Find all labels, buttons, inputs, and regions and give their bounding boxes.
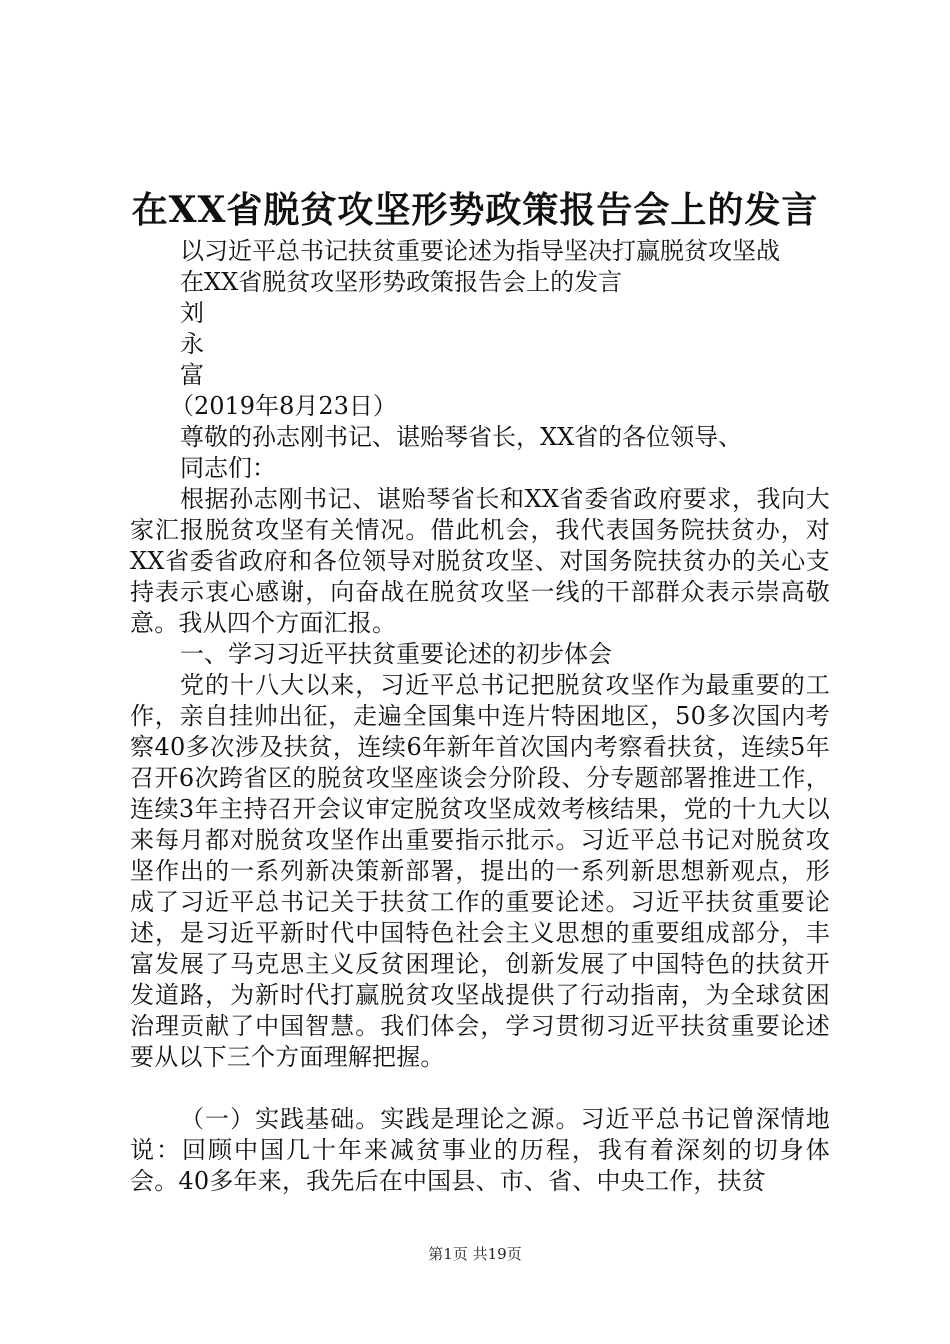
speech-date: （2019年8月23日） — [170, 392, 397, 420]
page-footer: 第1页 共19页 — [428, 1245, 522, 1263]
subtitle-line-2: 在XX省脱贫攻坚形势政策报告会上的发言 — [180, 268, 623, 296]
author-char-3: 富 — [180, 361, 204, 389]
paragraph-intro: 根据孙志刚书记、谌贻琴省长和XX省委省政府要求，我向大家汇报脱贫攻坚有关情况。借此机会，我代表国务院扶贫办，对XX省委省政府和各位领导对脱贫攻坚、对国务院扶贫办的关心支持表示衷心感谢，向奋战在脱贫攻坚一线的干部群众表示崇高敬意。我从四个方面汇报。 — [130, 485, 830, 637]
paragraph-section-1: 党的十八大以来，习近平总书记把脱贫攻坚作为最重要的工作，亲自挂帅出征，走遍全国集中连片特困地区，50多次国内考察40多次涉及扶贫，连续6年新年首次国内考察看扶贫，连续5年召开6次跨省区的脱贫攻坚座谈会分阶段、分专题部署推进工作，连续3年主持召开会议审定脱贫攻坚成效考核结果，党的十九大以来每月都对脱贫攻坚作出重要指示批示。习近平总书记对脱贫攻坚作出的一系列新决策新部署，提出的一系列新思想新观点，形成了习近平总书记关于扶贫工作的重要论述。习近平扶贫重要论述，是习近平新时代中国特色社会主义思想的重要组成部分，丰富发展了马克思主义反贫困理论，创新发展了中国特色的扶贫开发道路，为新时代打赢脱贫攻坚战提供了行动指南，为全球贫困治理贡献了中国智慧。我们体会，学习贯彻习近平扶贫重要论述要从以下三个方面理解把握。 — [130, 671, 830, 1071]
section-1-heading: 一、学习习近平扶贫重要论述的初步体会 — [180, 640, 612, 668]
paragraph-practice-basis: （一）实践基础。实践是理论之源。习近平总书记曾深情地说：回顾中国几十年来减贫事业的历程，我有着深刻的切身体会。40多年来，我先后在中国县、市、省、中央工作，扶贫 — [130, 1105, 830, 1195]
paragraph-gap — [130, 1073, 830, 1104]
salutation-line-2: 同志们： — [180, 454, 276, 482]
document-title: 在XX省脱贫攻坚形势政策报告会上的发言 — [131, 189, 819, 231]
subtitle-line-1: 以习近平总书记扶贫重要论述为指导坚决打赢脱贫攻坚战 — [180, 237, 780, 265]
salutation-line-1: 尊敬的孙志刚书记、谌贻琴省长，XX省的各位领导、 — [180, 423, 743, 451]
author-char-2: 永 — [180, 330, 204, 358]
document-body — [130, 236, 830, 1197]
author-char-1: 刘 — [180, 299, 204, 327]
